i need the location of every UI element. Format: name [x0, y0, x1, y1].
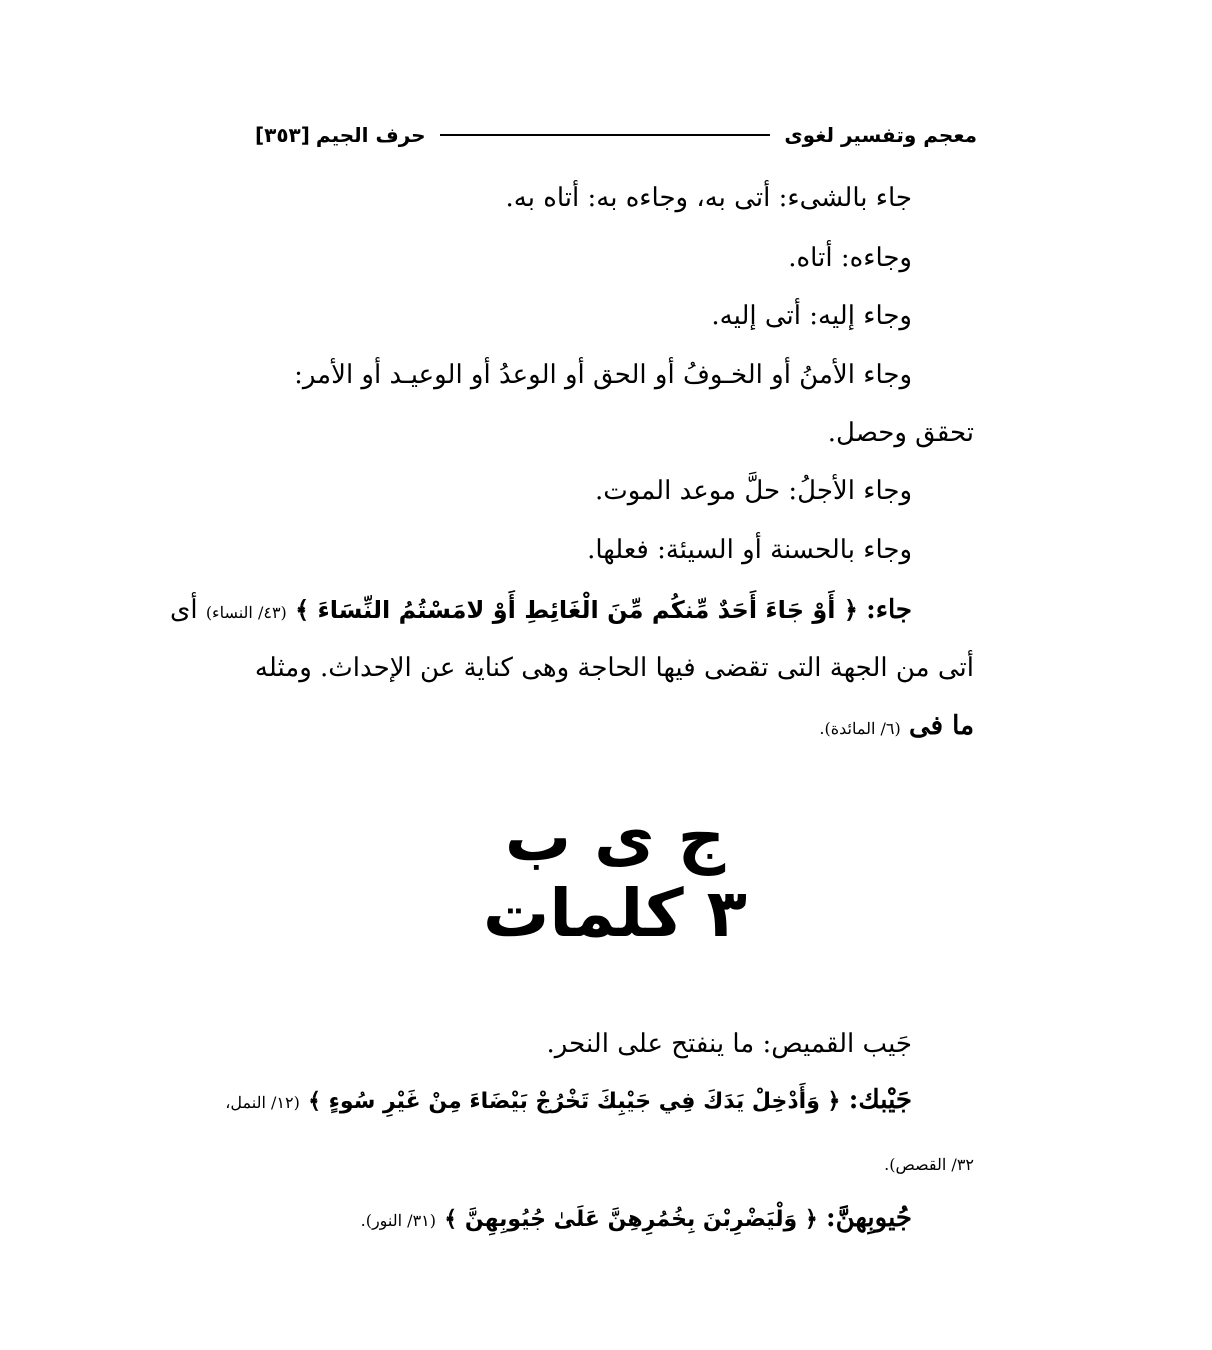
book-title: معجم وتفسير لغوى — [784, 123, 977, 147]
entry-line: تحقق وحصل. — [827, 418, 974, 448]
page-number: [٣٥٣] — [255, 123, 310, 147]
header-rule — [440, 134, 771, 136]
entry-text: ما فى — [909, 711, 974, 741]
verse-reference: (٤٣/ النساء) — [205, 603, 287, 622]
entry-line: وجاء الأجلُ: حلَّ موعد الموت. — [594, 476, 912, 506]
verse-reference: ٣٢/ القصص). — [884, 1155, 974, 1174]
root-letters: ج ى ب — [504, 799, 726, 876]
entry-line: أتى من الجهة التى تقضى فيها الحاجة وهى كناية عن الإحداث. ومثله — [254, 653, 974, 683]
entry-line — [819, 706, 974, 749]
entry-line-quran — [361, 1198, 912, 1241]
chapter-name: حرف الجيم — [315, 123, 426, 147]
entry-line — [884, 1142, 974, 1185]
entry-line: وجاء إليه: أتى إليه. — [711, 301, 912, 331]
entry-line: جَيب القميص: ما ينفتح على النحر. — [546, 1029, 912, 1059]
entry-line: وجاءه: أتاه. — [788, 243, 912, 273]
quran-verse: ﴿ أَوْ جَاءَ أَحَدٌ مِّنكُم مِّنَ الْغَائِطِ أَوْ لامَسْتُمُ النِّسَاءَ ﴾ — [295, 596, 858, 624]
quran-verse: ﴿ وَأَدْخِلْ يَدَكَ فِي جَيْبِكَ تَخْرُجْ بَيْضَاءَ مِنْ غَيْرِ سُوءٍ ﴾ — [308, 1089, 841, 1114]
verse-reference: (١٢/ النمل، — [225, 1093, 300, 1112]
entry-line: جاء بالشىء: أتى به، وجاءه به: أتاه به. — [505, 183, 912, 213]
quran-verse: ﴿ وَلْيَضْرِبْنَ بِخُمُرِهِنَّ عَلَىٰ جُيُوبِهِنَّ ﴾ — [444, 1207, 818, 1232]
entry-headword: جُيوبِهنَّ: — [826, 1203, 912, 1233]
verse-reference: (٦/ المائدة). — [819, 719, 901, 738]
entry-line: وجاء بالحسنة أو السيئة: فعلها. — [587, 535, 912, 565]
section-heading — [470, 800, 760, 952]
entry-text: أى — [169, 595, 198, 625]
entry-line-quran — [170, 590, 912, 633]
entry-headword: جاء: — [866, 595, 912, 625]
verse-reference: (٣١/ النور). — [360, 1211, 436, 1230]
entry-headword: جَيْبك: — [848, 1085, 912, 1115]
entry-line-quran — [225, 1080, 912, 1123]
entry-line: وجاء الأمنُ أو الخـوفُ أو الحق أو الوعدُ أو الوعيـد أو الأمر: — [294, 360, 912, 390]
page-header — [255, 120, 977, 150]
word-count: ٣ كلمات — [483, 875, 747, 952]
